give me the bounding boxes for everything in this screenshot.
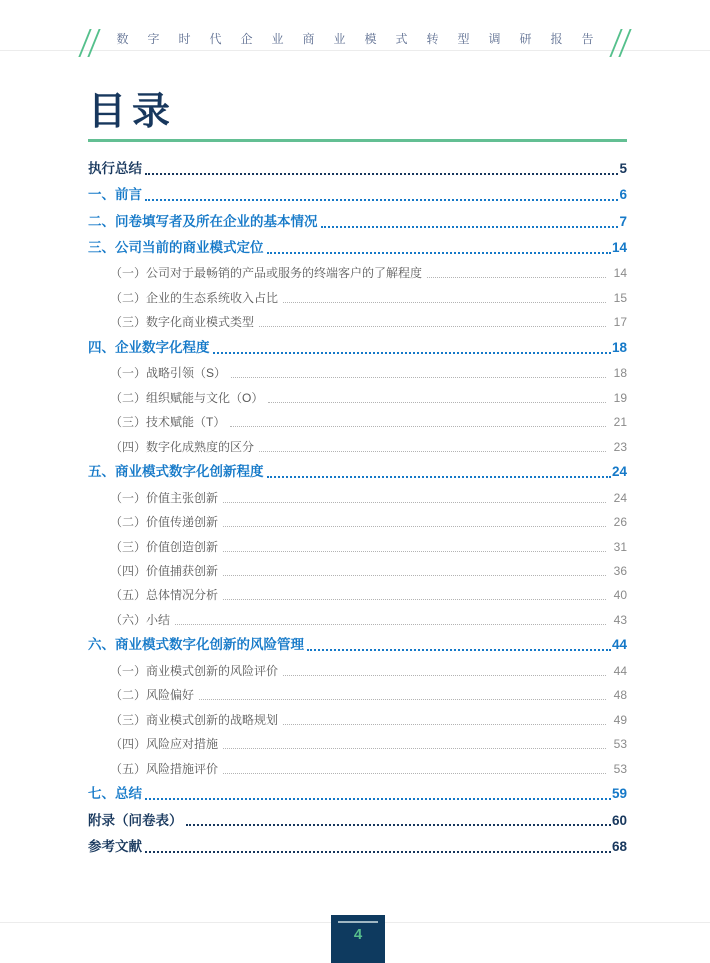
toc-entry-label: （三）技术赋能（T） xyxy=(110,415,226,430)
toc-entry[interactable] xyxy=(88,266,627,281)
toc-entry-page: 36 xyxy=(613,564,627,578)
toc-entry-page: 60 xyxy=(611,812,627,828)
toc-dot-leader xyxy=(175,623,606,625)
toc-entry-page: 7 xyxy=(619,213,627,229)
toc-entry[interactable] xyxy=(88,491,627,506)
toc-dot-leader xyxy=(283,723,606,725)
toc-entry-page: 53 xyxy=(613,761,627,776)
toc-entry[interactable] xyxy=(88,813,627,830)
toc-dot-leader xyxy=(223,747,606,749)
toc-dot-leader xyxy=(213,351,611,354)
footer-page-badge xyxy=(331,915,385,963)
toc-dot-leader xyxy=(223,501,606,503)
toc-entry-label: （四）数字化成熟度的区分 xyxy=(110,439,255,454)
toc-entry-page: 68 xyxy=(611,838,627,854)
toc-dot-leader xyxy=(223,525,606,527)
toc-entry-label: （三）商业模式创新的战略规划 xyxy=(110,712,279,727)
toc-entry-page: 24 xyxy=(613,490,627,505)
toc-entry-label: （五）总体情况分析 xyxy=(110,588,219,603)
toc-entry-label: 六、商业模式数字化创新的风险管理 xyxy=(88,637,304,653)
toc-entry[interactable] xyxy=(88,214,627,231)
toc-entry-label: （三）价值创造创新 xyxy=(110,539,219,554)
toc-entry[interactable] xyxy=(88,391,627,406)
toc-entry-label: （二）企业的生态系统收入占比 xyxy=(110,290,279,305)
toc-dot-leader xyxy=(145,198,618,201)
toc-dot-leader xyxy=(307,648,611,651)
page-title: 目录 xyxy=(88,91,177,133)
toc-dot-leader xyxy=(283,674,606,676)
toc-entry-label: （二）组织赋能与文化（O） xyxy=(110,390,264,405)
toc-entry-label: （一）商业模式创新的风险评价 xyxy=(110,663,279,678)
toc-entry-page: 15 xyxy=(613,290,627,305)
toc-dot-leader xyxy=(223,772,606,774)
toc-entry-label: 三、公司当前的商业模式定位 xyxy=(88,240,264,256)
toc-dot-leader xyxy=(268,401,605,403)
toc-entry[interactable] xyxy=(88,187,627,204)
toc-entry-label: 七、总结 xyxy=(88,786,142,802)
toc-entry-page: 53 xyxy=(613,737,627,752)
toc-dot-leader xyxy=(145,850,611,853)
toc-entry[interactable] xyxy=(88,315,627,330)
toc-entry[interactable] xyxy=(88,564,627,579)
toc-entry[interactable] xyxy=(88,515,627,530)
toc-dot-leader xyxy=(267,475,611,478)
toc-dot-leader xyxy=(186,823,611,826)
toc-entry-label: 五、商业模式数字化创新程度 xyxy=(88,464,264,480)
toc-entry[interactable] xyxy=(88,713,627,728)
toc-entry-page: 49 xyxy=(613,712,627,727)
toc-entry-label: 附录（问卷表） xyxy=(88,812,183,828)
toc-entry-label: 一、前言 xyxy=(88,187,142,203)
toc-entry[interactable] xyxy=(88,762,627,777)
toc-entry-page: 26 xyxy=(613,515,627,530)
toc-entry-label: （一）价值主张创新 xyxy=(110,490,219,505)
toc-entry[interactable] xyxy=(88,415,627,430)
toc-entry-page: 6 xyxy=(619,187,627,203)
toc-entry[interactable] xyxy=(88,637,627,654)
toc-entry[interactable] xyxy=(88,340,627,357)
toc-entry-label: （四）价值捕获创新 xyxy=(110,564,219,578)
toc-dot-leader xyxy=(223,574,606,576)
toc-entry[interactable] xyxy=(88,688,627,703)
toc-dot-leader xyxy=(267,251,611,254)
toc-entry-label: （六）小结 xyxy=(110,612,171,627)
toc-entry[interactable] xyxy=(88,613,627,628)
toc-entry[interactable] xyxy=(88,291,627,306)
toc-entry[interactable] xyxy=(88,786,627,803)
toc-entry-page: 31 xyxy=(613,539,627,554)
toc-entry[interactable] xyxy=(88,737,627,752)
toc-dot-leader xyxy=(145,172,618,175)
toc-dot-leader xyxy=(223,598,606,600)
report-title: 数字时代企业商业模式转型调研报告 xyxy=(116,31,613,46)
toc-dot-leader xyxy=(230,425,605,427)
toc-entry-label: （四）风险应对措施 xyxy=(110,737,219,752)
running-header xyxy=(80,28,630,58)
toc-dot-leader xyxy=(427,276,606,278)
toc-entry-label: （三）数字化商业模式类型 xyxy=(110,315,255,330)
toc-entry[interactable] xyxy=(88,464,627,481)
toc-dot-leader xyxy=(145,797,611,800)
toc-entry[interactable] xyxy=(88,440,627,455)
footer-badge-line xyxy=(338,921,378,923)
footer-page-number: 4 xyxy=(353,926,363,943)
toc-dot-leader xyxy=(223,550,606,552)
toc-dot-leader xyxy=(321,225,619,228)
toc-entry-label: （五）风险措施评价 xyxy=(110,761,219,776)
toc-entry-label: （二）价值传递创新 xyxy=(110,515,219,530)
toc-entry-page: 24 xyxy=(611,464,627,480)
toc-dot-leader xyxy=(259,450,606,452)
toc-entry-page: 17 xyxy=(613,315,627,330)
toc-entry[interactable] xyxy=(88,161,627,178)
toc-entry-label: （一）公司对于最畅销的产品或服务的终端客户的了解程度 xyxy=(110,266,423,281)
toc-entry-page: 19 xyxy=(613,390,627,405)
toc-entry-label: 四、企业数字化程度 xyxy=(88,339,210,355)
title-underline xyxy=(88,139,627,142)
toc-dot-leader xyxy=(231,376,606,378)
toc-entry-page: 23 xyxy=(613,439,627,454)
toc-list xyxy=(88,161,627,856)
toc-entry-page: 5 xyxy=(619,161,627,176)
toc-entry-label: 二、问卷填写者及所在企业的基本情况 xyxy=(88,213,318,229)
toc-entry-page: 14 xyxy=(611,240,627,256)
double-slash-icon xyxy=(80,29,99,57)
toc-entry-label: （一）战略引领（S） xyxy=(110,366,227,381)
toc-entry-page: 21 xyxy=(613,415,627,430)
toc-entry-label: 执行总结 xyxy=(88,161,142,176)
toc-entry-page: 18 xyxy=(613,366,627,381)
double-slash-icon xyxy=(611,29,630,57)
toc-dot-leader xyxy=(259,325,606,327)
toc-entry-page: 48 xyxy=(613,688,627,703)
toc-entry[interactable] xyxy=(88,540,627,555)
toc-entry-page: 44 xyxy=(613,663,627,678)
toc-entry[interactable] xyxy=(88,240,627,257)
toc-entry-label: 参考文献 xyxy=(88,838,142,854)
toc-entry-page: 40 xyxy=(613,588,627,603)
toc-dot-leader xyxy=(283,301,606,303)
toc-entry-label: （二）风险偏好 xyxy=(110,688,195,703)
toc-entry[interactable] xyxy=(88,839,627,856)
toc-entry-page: 59 xyxy=(611,786,627,802)
toc-entry[interactable] xyxy=(88,664,627,679)
toc-entry-page: 18 xyxy=(611,339,627,355)
toc-entry[interactable] xyxy=(88,366,627,381)
toc-entry-page: 44 xyxy=(611,637,627,653)
toc-entry-page: 43 xyxy=(613,612,627,627)
toc-entry-page: 14 xyxy=(613,266,627,281)
toc-entry[interactable] xyxy=(88,588,627,603)
toc-dot-leader xyxy=(199,698,606,700)
